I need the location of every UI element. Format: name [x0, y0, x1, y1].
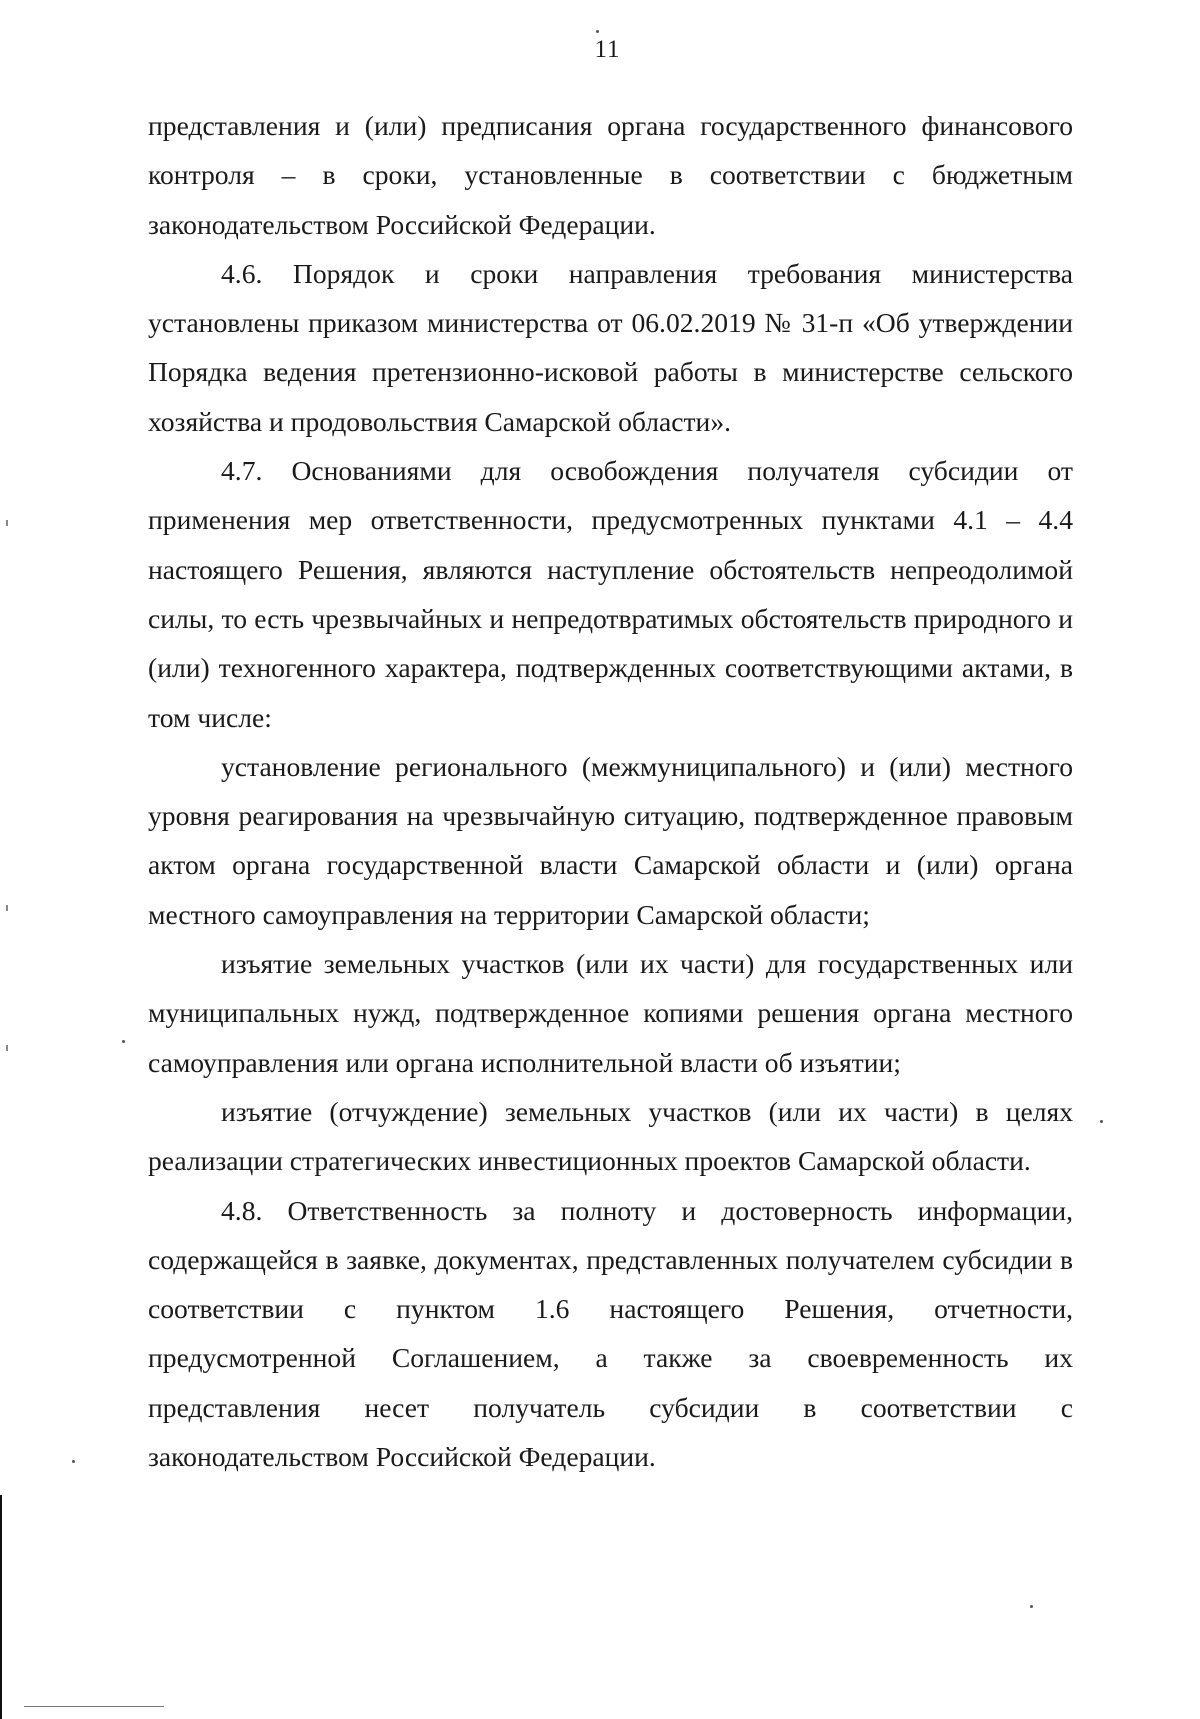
paragraph-land-seizure: изъятие земельных участков (или их части) для государственных или муниципальных нужд, подтвержденное копиями решения органа местного самоуправления или органа исполнительной власти об изъятии;	[148, 948, 1073, 1078]
document-body	[148, 101, 1073, 1481]
scan-edge-shadow	[0, 1495, 2, 1719]
paragraph-emergency-level: установление регионального (межмуниципального) и (или) местного уровня реагирования на чрезвычайную ситуацию, подтвержденное правовым актом органа государственной власти Самарской области и (или) органа местного самоуправления на территории Самарской области;	[148, 750, 1073, 930]
scan-speck	[1030, 1605, 1033, 1608]
paragraph-4-8: 4.8. Ответственность за полноту и достоверность информации, содержащейся в заявке, документах, представленных получателем субсидии в соответствии с пунктом 1.6 настоящего Решения, отчетности, предусмотренной Соглашением, а также за своевременность их представления несет получатель субсидии в соответствии с законодательством Российской Федерации.	[148, 1194, 1073, 1473]
scan-margin-mark	[6, 905, 8, 911]
scan-bottom-line	[24, 1706, 164, 1707]
paragraph-4-6: 4.6. Порядок и сроки направления требования министерства установлены приказом министерства от 06.02.2019 № 31-п «Об утверждении Порядка ведения претензионно-исковой работы в министерстве сельского хозяйства и продовольствия Самарской области».	[148, 257, 1073, 437]
scan-speck	[72, 1460, 75, 1463]
scan-speck	[596, 30, 599, 33]
paragraph-land-alienation: изъятие (отчуждение) земельных участков (или их части) в целях реализации стратегических инвестиционных проектов Самарской области.	[148, 1095, 1073, 1177]
paragraph-4-7: 4.7. Основаниями для освобождения получателя субсидии от применения мер ответственности, предусмотренных пунктами 4.1 – 4.4 настоящего Решения, являются наступление обстоятельств непреодолимой силы, то есть чрезвычайных и непредотвратимых обстоятельств природного и (или) техногенного характера, подтвержденных соответствующими актами, в том числе:	[148, 455, 1073, 733]
scan-margin-mark	[6, 1045, 8, 1051]
scan-speck	[1100, 1120, 1103, 1123]
paragraph-continuation: представления и (или) предписания органа государственного финансового контроля – в сроки, установленные в соответствии с бюджетным законодательством Российской Федерации.	[148, 110, 1073, 240]
scan-margin-mark	[6, 520, 8, 526]
page-number: 11	[594, 36, 621, 63]
scan-speck	[122, 1040, 125, 1043]
